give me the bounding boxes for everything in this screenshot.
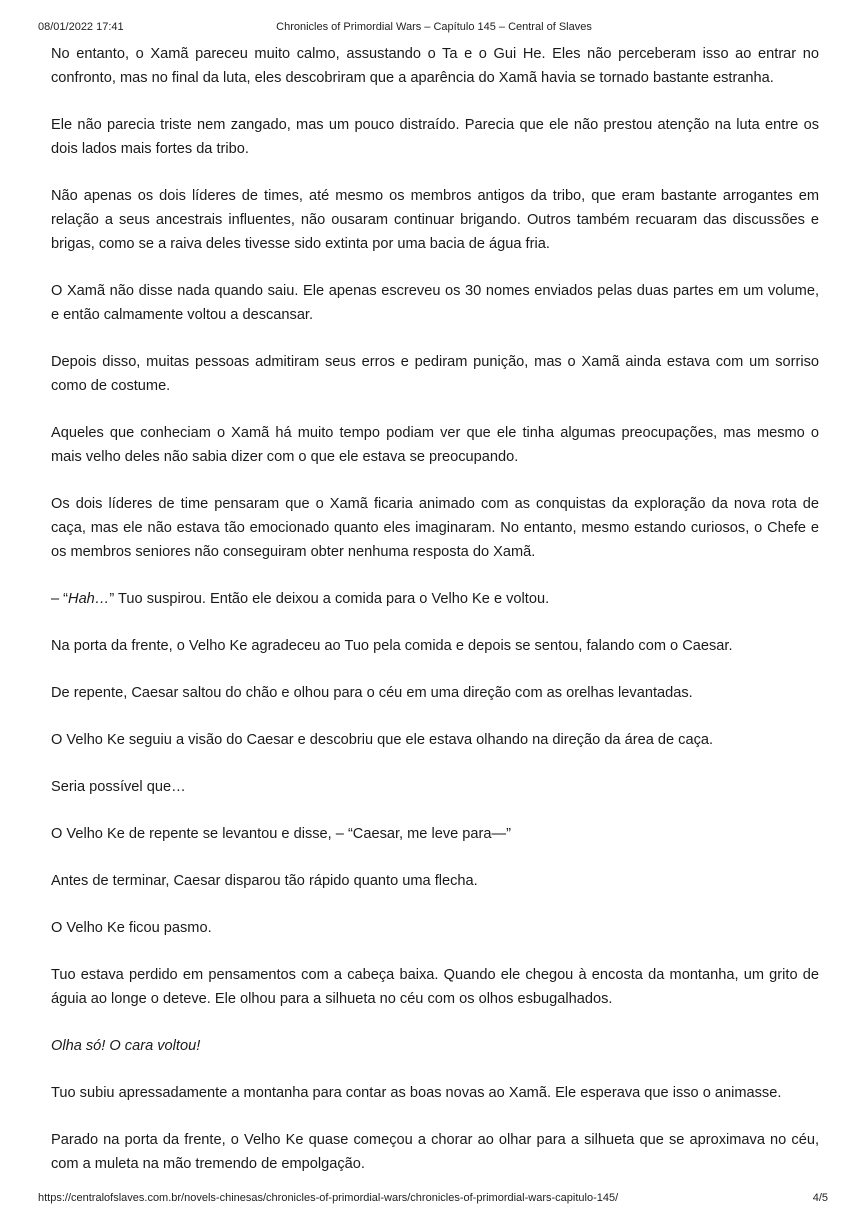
paragraph-hah xyxy=(51,587,819,611)
paragraph-14: Antes de terminar, Caesar disparou tão rápido quanto uma flecha. xyxy=(51,873,478,889)
paragraph-5: Depois disso, muitas pessoas admitiram seus erros e pediram punição, mas o Xamã ainda estava com um sorriso como de costume. xyxy=(51,354,819,394)
paragraph-11: O Velho Ke seguiu a visão do Caesar e descobriu que ele estava olhando na direção da área de caça. xyxy=(51,732,714,748)
paragraph-12: Seria possível que… xyxy=(51,779,186,795)
paragraph-3: Não apenas os dois líderes de times, até mesmo os membros antigos da tribo, que eram bastante arrogantes em relação a seus ancestrais influentes, não ousaram continuar brigando. Outros também recuaram das discussões e brigas, como se a raiva deles tivesse sido extinta por uma bacia de água fria. xyxy=(51,188,819,252)
paragraph-4: O Xamã não disse nada quando saiu. Ele apenas escreveu os 30 nomes enviados pelas duas partes em um volume, e então calmamente voltou a descansar. xyxy=(51,283,819,323)
article-body xyxy=(51,42,819,1199)
hah-italic: Hah… xyxy=(68,591,110,607)
paragraph-9: Na porta da frente, o Velho Ke agradeceu ao Tuo pela comida e depois se sentou, falando com o Caesar. xyxy=(51,638,733,654)
paragraph-7: Os dois líderes de time pensaram que o Xamã ficaria animado com as conquistas da exploração da nova rota de caça, mas ele não estava tão emocionado quanto eles imaginaram. No entanto, mesmo estando curiosos, o Chefe e os membros seniores não conseguiram obter nenhuma resposta do Xamã. xyxy=(51,496,819,560)
paragraph-19: Parado na porta da frente, o Velho Ke quase começou a chorar ao olhar para a silhueta que se aproximava no céu, com a muleta na mão tremendo de empolgação. xyxy=(51,1132,819,1172)
hah-prefix: – “ xyxy=(51,591,69,607)
paragraph-13: O Velho Ke de repente se levantou e disse, – “Caesar, me leve para—” xyxy=(51,826,511,842)
paragraph-1: No entanto, o Xamã pareceu muito calmo, assustando o Ta e o Gui He. Eles não perceberam isso ao entrar no confronto, mas no final da luta, eles descobriram que a aparência do Xamã havia se tornado bastante estranha. xyxy=(51,46,819,86)
page-url: https://centralofslaves.com.br/novels-chinesas/chronicles-of-primordial-wars/chronicles-of-primordial-wars-capitulo-145/ xyxy=(38,1192,619,1204)
paragraph-18: Tuo subiu apressadamente a montanha para contar as boas novas ao Xamã. Ele esperava que isso o animasse. xyxy=(51,1085,782,1101)
paragraph-6: Aqueles que conheciam o Xamã há muito tempo podiam ver que ele tinha algumas preocupações, mas mesmo o mais velho deles não sabia dizer com o que ele estava se preocupando. xyxy=(51,425,819,465)
page-number: 4/5 xyxy=(812,1192,828,1204)
paragraph-16: Tuo estava perdido em pensamentos com a cabeça baixa. Quando ele chegou à encosta da montanha, um grito de águia ao longe o deteve. Ele olhou para a silhueta no céu com os olhos esbugalhados. xyxy=(51,967,819,1007)
print-date: 08/01/2022 17:41 xyxy=(38,21,124,33)
hah-suffix: ” Tuo suspirou. Então ele deixou a comida para o Velho Ke e voltou. xyxy=(109,591,550,607)
paragraph-15: O Velho Ke ficou pasmo. xyxy=(51,920,212,936)
paragraph-2: Ele não parecia triste nem zangado, mas um pouco distraído. Parecia que ele não prestou atenção na luta entre os dois lados mais fortes da tribo. xyxy=(51,117,819,157)
paragraph-italic xyxy=(51,1034,819,1058)
italic-line: Olha só! O cara voltou! xyxy=(51,1038,201,1054)
page-title: Chronicles of Primordial Wars – Capítulo 145 – Central of Slaves xyxy=(276,21,592,33)
paragraph-10: De repente, Caesar saltou do chão e olhou para o céu em uma direção com as orelhas levantadas. xyxy=(51,685,693,701)
